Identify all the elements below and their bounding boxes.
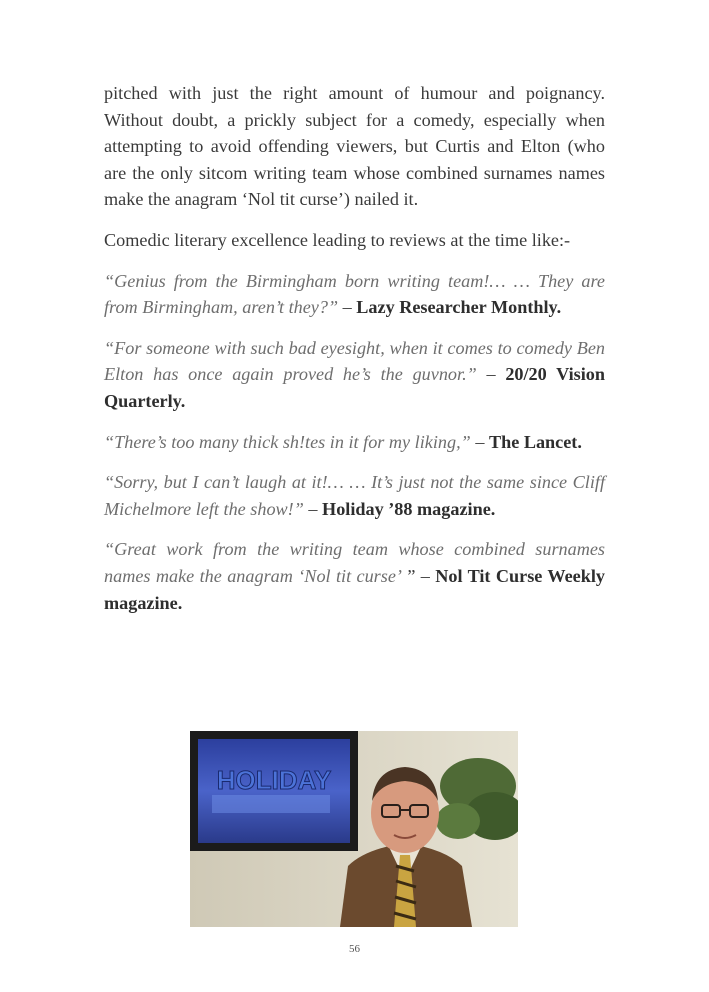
page-body [104,80,605,630]
page-number: 56 [349,943,360,955]
quote-text: “Genius from the Birmingham born writing team!… … They are from Birmingham, aren’t they?” [104,270,605,318]
quote-source: Holiday ’88 magazine. [322,498,496,519]
lead-paragraph: Comedic literary excellence leading to reviews at the time like:- [104,229,571,250]
tv-screen-reflection [212,795,330,813]
intro-paragraph: pitched with just the right amount of humour and poignancy. Without doubt, a prickly subject for a comedy, especially when attempting to avoid offending viewers, but Curtis and Elton (who are the only sitcom writing team whose combined surnames names make the anagram ‘Nol tit curse’) nailed it. [104,83,605,210]
review-quote [104,536,605,616]
quote-source: 20/20 Vision Quarterly. [104,364,605,411]
tv-presenter-photo [190,731,518,927]
tv-screen-title: HOLIDAY [216,765,332,795]
quote-dash: – [470,431,489,452]
quote-text: “Sorry, but I can’t laugh at it!… … It’s just not the same since Cliff Michelmore left the show!” [104,472,605,519]
review-quote [104,469,605,522]
quote-dash: ” – [401,565,436,586]
quote-dash: – [303,498,323,519]
review-quote [104,268,605,321]
quote-text: “Great work from the writing team whose combined surnames names make the anagram ‘Nol tit curse’ [104,539,605,586]
quote-source: Lazy Researcher Monthly. [356,297,562,318]
quote-dash: – [338,297,357,318]
quote-text: “There’s too many thick sh!tes in it for my liking,” [104,431,471,452]
quote-dash: – [476,364,506,385]
quote-source: The Lancet. [488,431,582,452]
review-quote [104,335,605,415]
quote-source: Nol Tit Curse Weekly magazine. [104,565,605,613]
plant [436,758,518,840]
review-quote [104,429,605,456]
quote-text: “For someone with such bad eyesight, when it comes to comedy Ben Elton has once again proved he’s the guvnor.” [104,337,605,385]
